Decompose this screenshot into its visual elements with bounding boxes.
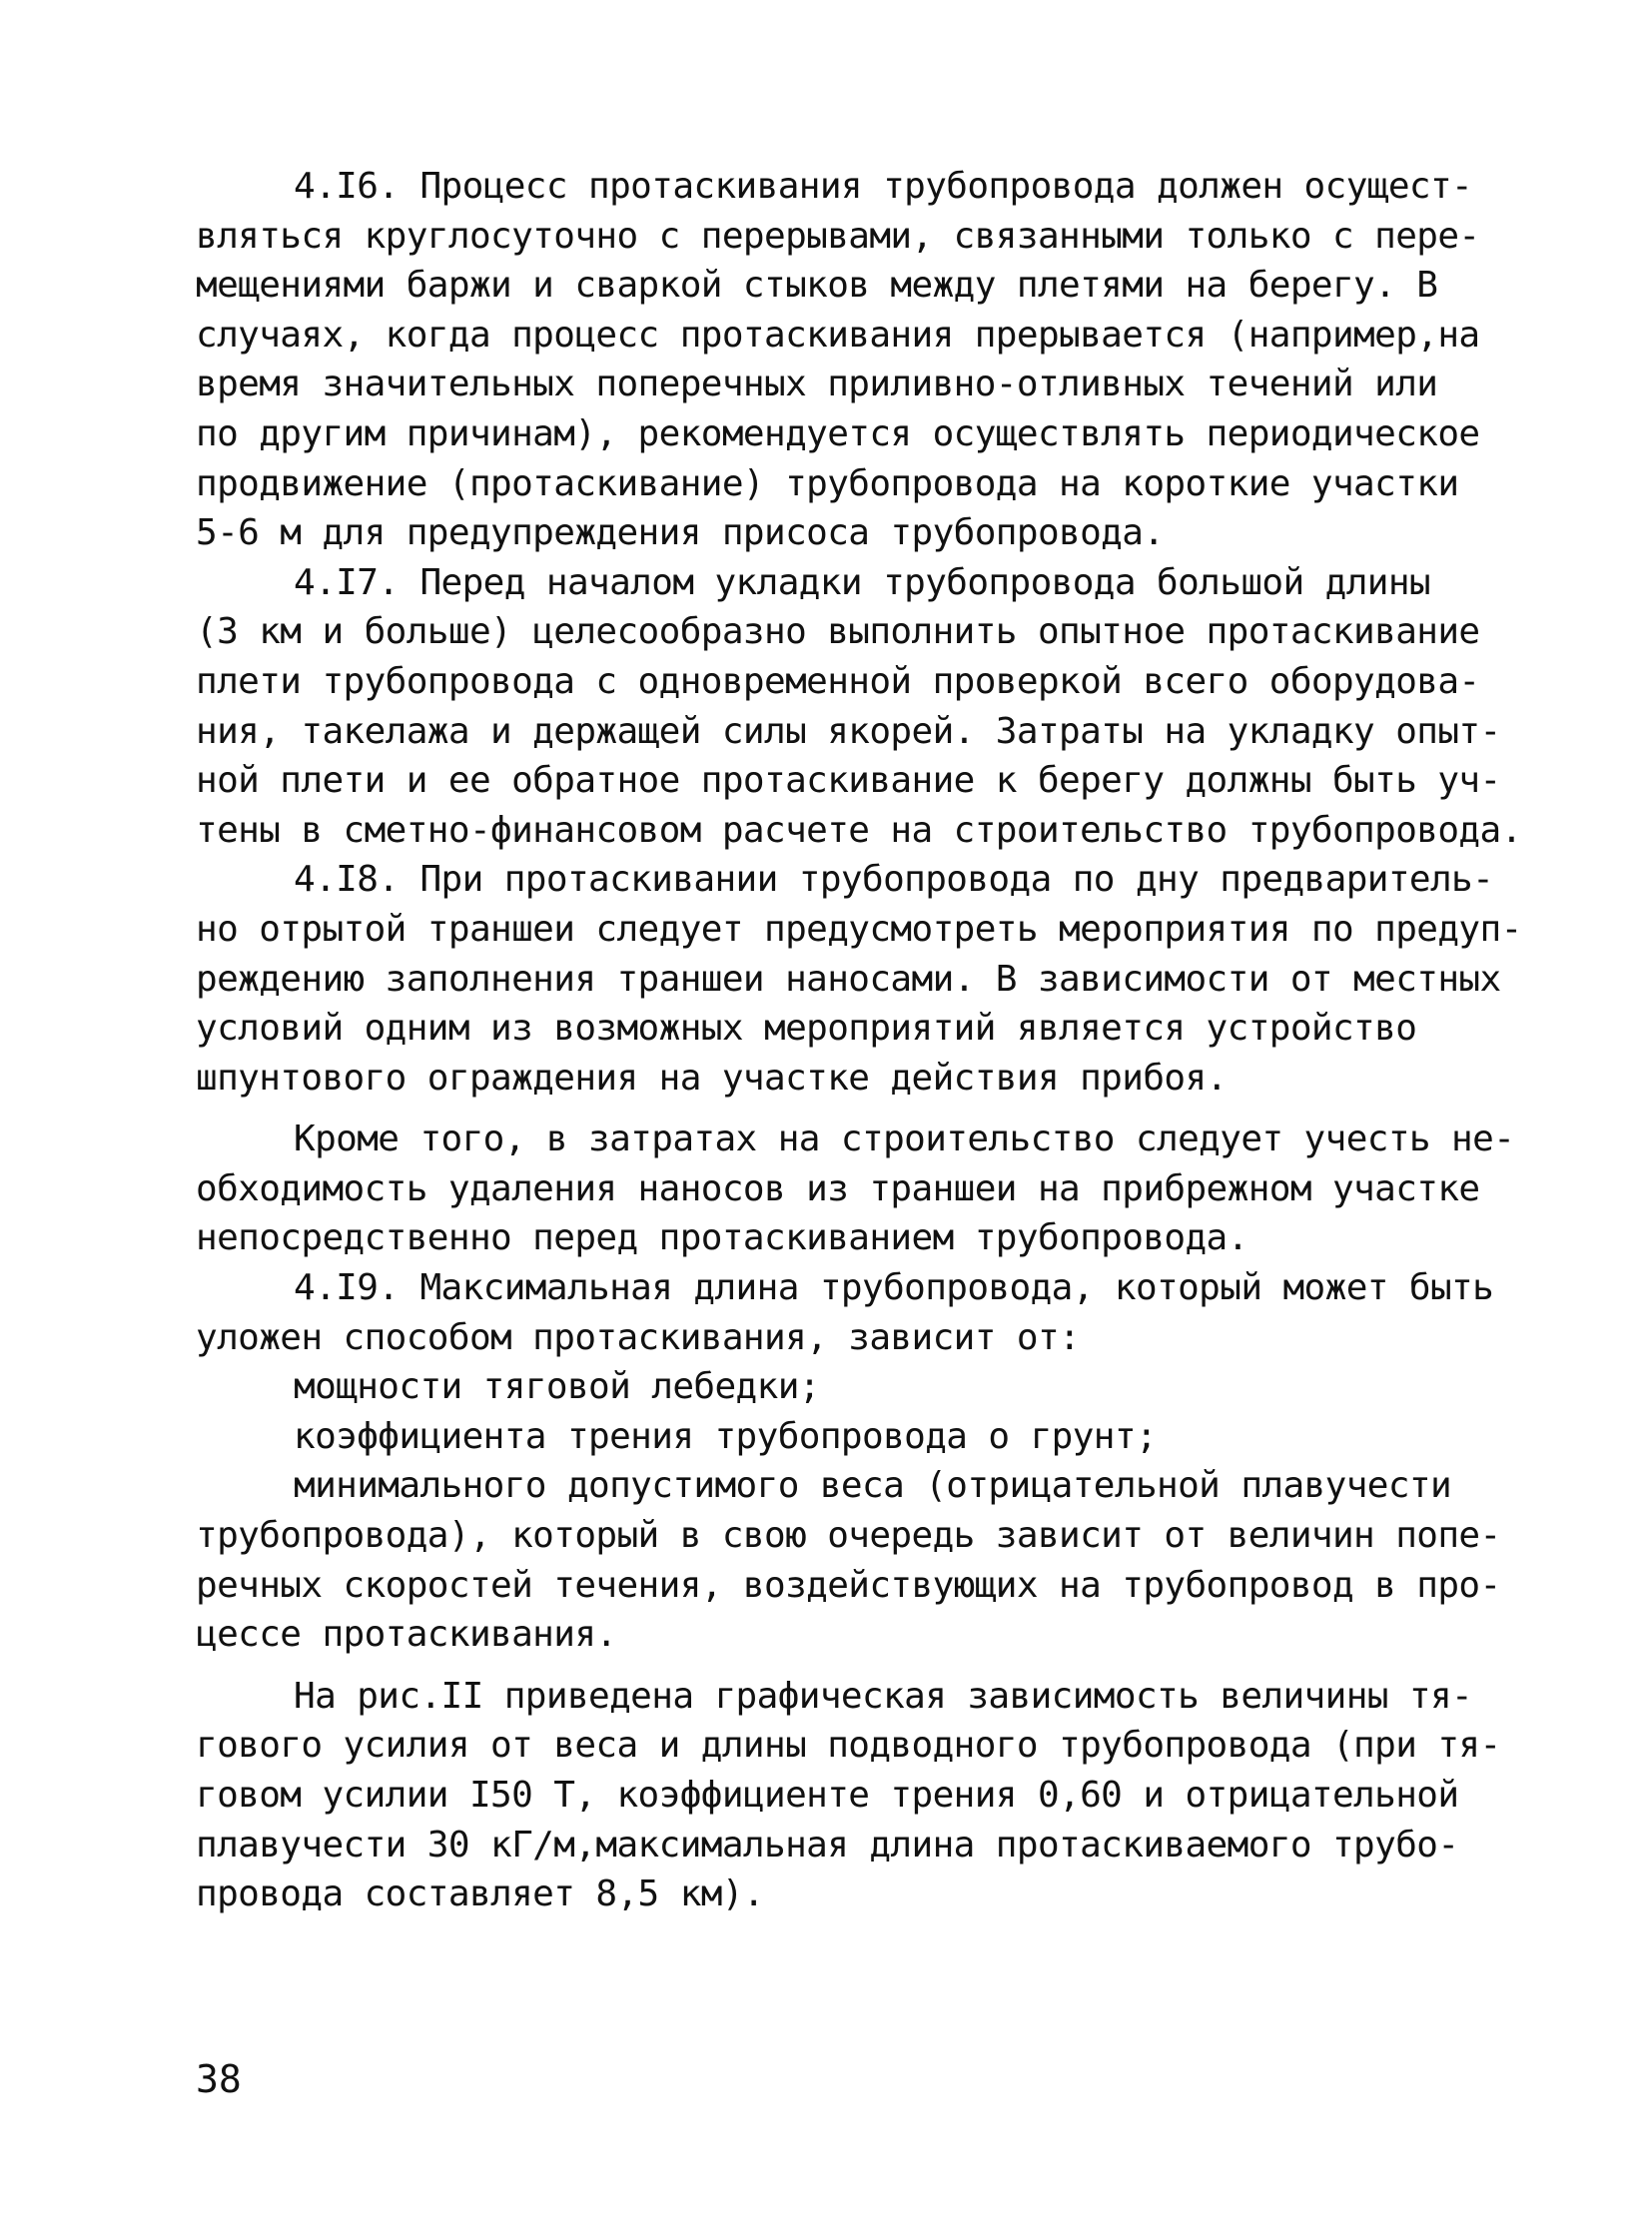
paragraph-4-17-line: (3 км и больше) целесообразно выполнить опытное протаскивание — [196, 611, 1480, 653]
list-item-winch-power: мощности тяговой лебедки; — [294, 1366, 820, 1408]
list-item-minimum-weight-line: трубопровода), который в свою очередь зависит от величин попе- — [196, 1515, 1501, 1557]
paragraph-4-19-line: уложен способом протаскивания, зависит от: — [196, 1316, 1081, 1358]
paragraph-4-18-line: 4.I8. При протаскивании трубопровода по дну предваритель- — [294, 859, 1494, 901]
paragraph-4-16-line: 5-6 м для предупреждения присоса трубопровода. — [196, 512, 1165, 554]
paragraph-4-16-line: продвижение (протаскивание) трубопровода на короткие участки — [196, 462, 1459, 504]
paragraph-4-19-line: 4.I9. Максимальная длина трубопровода, который может быть — [294, 1267, 1494, 1309]
paragraph-4-17-line: ной плети и ее обратное протаскивание к берегу должны быть уч- — [196, 760, 1501, 802]
paragraph-4-17-line: 4.I7. Перед началом укладки трубопровода большой длины — [294, 561, 1430, 603]
paragraph-4-18-line: условий одним из возможных мероприятий является устройство — [196, 1008, 1417, 1050]
paragraph-besides-line: непосредственно перед протаскиванием трубопровода. — [196, 1217, 1248, 1259]
paragraph-4-17-line: ния, такелажа и держащей силы якорей. Затраты на укладку опыт- — [196, 710, 1501, 752]
paragraph-figure-ref-line: плавучести 30 кГ/м,максимальная длина протаскиваемого трубо- — [196, 1824, 1459, 1866]
list-item-minimum-weight-line: речных скоростей течения, воздействующих на трубопровод в про- — [196, 1564, 1501, 1606]
list-item-minimum-weight: минимального допустимого веса (отрицательной плавучести — [294, 1465, 1452, 1507]
paragraph-4-16-line: время значительных поперечных приливно-отливных течений или — [196, 364, 1438, 405]
paragraph-besides-line: Кроме того, в затратах на строительство следует учесть не- — [294, 1119, 1515, 1160]
paragraph-figure-ref-line: На рис.II приведена графическая зависимость величины тя- — [294, 1675, 1473, 1717]
list-item-friction-coefficient: коэффициента трения трубопровода о грунт; — [294, 1415, 1158, 1457]
paragraph-4-17-line: плети трубопровода с одновременной проверкой всего оборудова- — [196, 660, 1480, 702]
paragraph-4-16-line: мещениями баржи и сваркой стыков между плетями на берегу. В — [196, 265, 1438, 307]
paragraph-4-18-line: реждению заполнения траншеи наносами. В зависимости от местных — [196, 958, 1501, 1000]
paragraph-4-16-line: вляться круглосуточно с перерывами, связанными только с пере- — [196, 215, 1480, 257]
paragraph-4-18-line: но отрытой траншеи следует предусмотреть мероприятия по предуп- — [196, 908, 1522, 950]
paragraph-besides-line: обходимость удаления наносов из траншеи на прибрежном участке — [196, 1167, 1480, 1209]
body-text — [196, 162, 1522, 1919]
paragraph-figure-ref-line: говом усилии I50 Т, коэффициенте трения 0,60 и отрицательной — [196, 1775, 1459, 1816]
list-item-minimum-weight-line: цессе протаскивания. — [196, 1614, 617, 1656]
paragraph-4-16-line: по другим причинам), рекомендуется осуществлять периодическое — [196, 412, 1480, 454]
page-number: 38 — [196, 2057, 242, 2101]
paragraph-figure-ref-line: гового усилия от веса и длины подводного трубопровода (при тя- — [196, 1725, 1501, 1767]
paragraph-figure-ref-line: провода составляет 8,5 км). — [196, 1873, 764, 1915]
paragraph-4-16-line: случаях, когда процесс протаскивания прерывается (например,на — [196, 314, 1480, 356]
paragraph-4-16-line: 4.I6. Процесс протаскивания трубопровода должен осущест- — [294, 166, 1473, 207]
paragraph-4-17-line: тены в сметно-финансовом расчете на строительство трубопровода. — [196, 809, 1522, 851]
paragraph-4-18-line: шпунтового ограждения на участке действия прибоя. — [196, 1057, 1228, 1099]
